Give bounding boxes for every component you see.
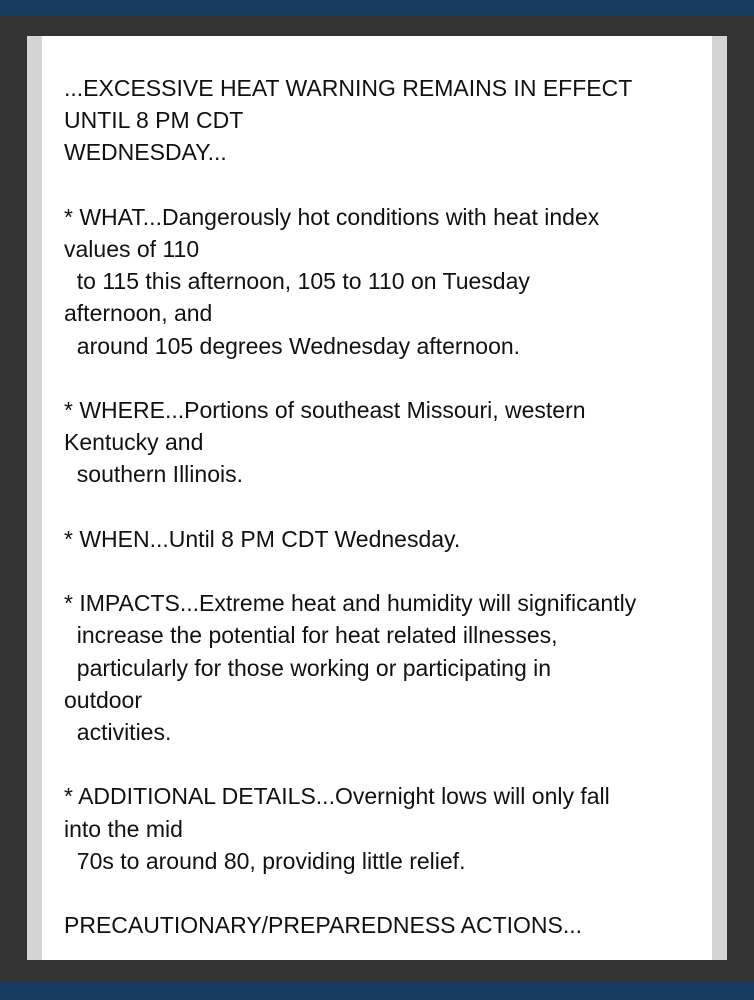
warning-details-panel[interactable] [42,36,712,960]
top-app-bar [0,0,754,16]
heat-warning-bulletin-text: ...EXCESSIVE HEAT WARNING REMAINS IN EFFECT UNTIL 8 PM CDT WEDNESDAY... * WHAT...Dangerously hot conditions with heat index values of 110 to 115 this afternoon, 105 to 110 on Tuesday afternoon, and around 105 degrees Wednesday afternoon. * WHERE...Portions of southeast Missouri, western Kentucky and southern Illinois. * WHEN...Until 8 PM CDT Wednesday. * IMPACTS...Extreme heat and humidity will significantly increase the potential for heat related illnesses, particularly for those working or participating in outdoor activities. * ADDITIONAL DETAILS...Overnight lows will only fall into the mid 70s to around 80, providing little relief. PRECAUTIONARY/PREPAREDNESS ACTIONS... [64,75,637,939]
bottom-navigation-bar [0,982,754,1000]
